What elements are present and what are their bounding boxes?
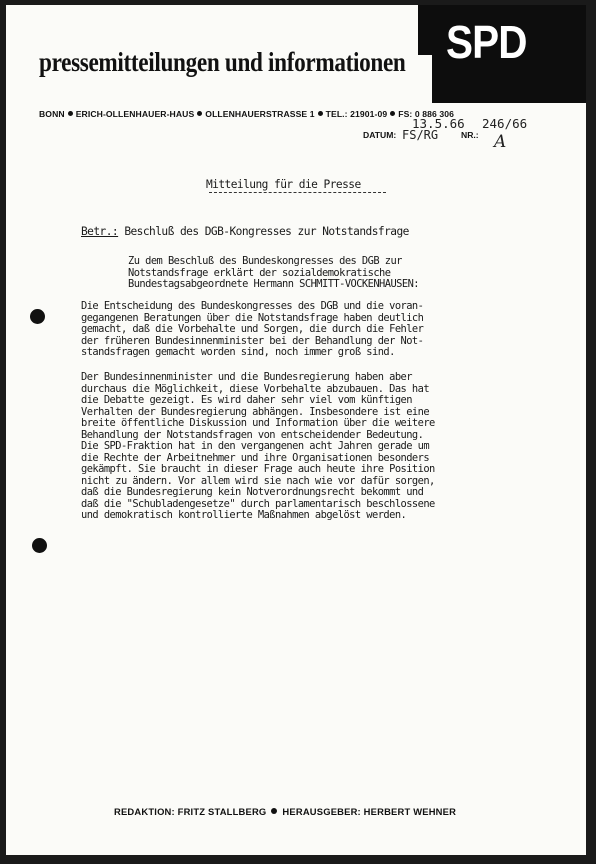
address-city: BONN <box>39 109 65 119</box>
paragraph-2 <box>81 372 435 522</box>
address-building: ERICH-OLLENHAUER-HAUS <box>75 109 195 119</box>
address-line <box>39 109 454 119</box>
text-line: daß die "Schubladengesetze" durch parlamentarisch beschlossene <box>81 497 435 510</box>
address-phone: TEL.: 21901-09 <box>325 109 388 119</box>
text-line: und demokratisch kontrollierte Maßnahmen abgelöst werden. <box>81 509 407 521</box>
text-line: gekämpft. Sie braucht in dieser Frage auch heute ihre Position <box>81 463 435 475</box>
footer-credits <box>114 806 456 817</box>
text-line: breite öffentliche Diskussion und Information über die weitere <box>81 417 435 429</box>
text-line: daß die Bundesregierung kein Notverordnungsrecht bekommt und <box>81 486 424 498</box>
intro-line: Notstandsfrage erklärt der sozialdemokratische <box>128 266 391 279</box>
spd-logo: SPD <box>446 16 527 68</box>
intro-line: Bundestagsabgeordnete Hermann SCHMITT-VOCKENHAUSEN: <box>128 278 419 290</box>
bullet-icon <box>197 111 202 116</box>
date-label: DATUM: <box>363 130 397 140</box>
text-line: die Debatte gezeigt. Es wird daher sehr viel vom künftigen <box>81 394 412 406</box>
subject-label: Betr.: <box>81 225 119 238</box>
initials: FS/RG <box>402 128 439 142</box>
text-line: Die Entscheidung des Bundeskongresses des DGB und die voran- <box>81 300 424 312</box>
bullet-icon <box>318 111 323 116</box>
masthead-title: pressemitteilungen und informationen <box>39 47 406 77</box>
text-line: Die SPD-Fraktion hat in den vergangenen acht Jahren gerade um <box>81 440 430 452</box>
text-line: standsfragen gemacht worden sind, noch immer groß sind. <box>81 346 395 358</box>
text-line: gegangenen Beratungen über die Notstandsfrage haben deutlich <box>81 311 424 324</box>
address-telex: FS: 0 886 306 <box>398 109 454 119</box>
punch-hole-top <box>30 309 45 324</box>
paragraph-1 <box>81 301 423 359</box>
page-mark: A <box>494 132 507 152</box>
bullet-icon <box>68 111 73 116</box>
subject-line <box>81 225 409 238</box>
intro-block <box>128 256 419 291</box>
text-line: Behandlung der Notstandsfragen von entscheidender Bedeutung. <box>81 428 424 441</box>
text-line: der früheren Bundesinnenminister bei der Behandlung der Not- <box>81 334 424 347</box>
bullet-icon <box>271 808 277 814</box>
footer-publisher: HERAUSGEBER: HERBERT WEHNER <box>282 806 457 817</box>
address-street: OLLENHAUERSTRASSE 1 <box>205 109 315 119</box>
number-value: 246/66 <box>482 116 528 131</box>
number-label: NR.: <box>461 130 479 140</box>
text-line: die Rechte der Arbeitnehmer und ihre Organisationen besonders <box>81 451 430 464</box>
footer-editor: REDAKTION: FRITZ STALLBERG <box>114 806 267 817</box>
subject-text: Beschluß des DGB-Kongresses zur Notstandsfrage <box>124 225 409 238</box>
date-value: 13.5.66 <box>412 116 465 131</box>
title-underline <box>209 192 386 193</box>
text-line: Verhalten der Bundesregierung abhängen. Insbesondere ist eine <box>81 405 430 418</box>
punch-hole-bottom <box>32 538 47 553</box>
text-line: nicht zu ändern. Vor allem wird sie nach wie vor dafür sorgen, <box>81 474 435 487</box>
text-line: durchaus die Möglichkeit, diese Vorbehalte abzubauen. Das hat <box>81 382 430 395</box>
text-line: gemacht, daß die Vorbehalte und Sorgen, die durch die Fehler <box>81 323 424 335</box>
press-release-page <box>6 5 586 855</box>
document-title: Mitteilung für die Presse <box>206 178 361 191</box>
intro-line: Zu dem Beschluß des Bundeskongresses des DGB zur <box>128 255 402 267</box>
logo-notch <box>418 55 432 103</box>
text-line: Der Bundesinnenminister und die Bundesregierung haben aber <box>81 371 412 383</box>
bullet-icon <box>390 111 395 116</box>
